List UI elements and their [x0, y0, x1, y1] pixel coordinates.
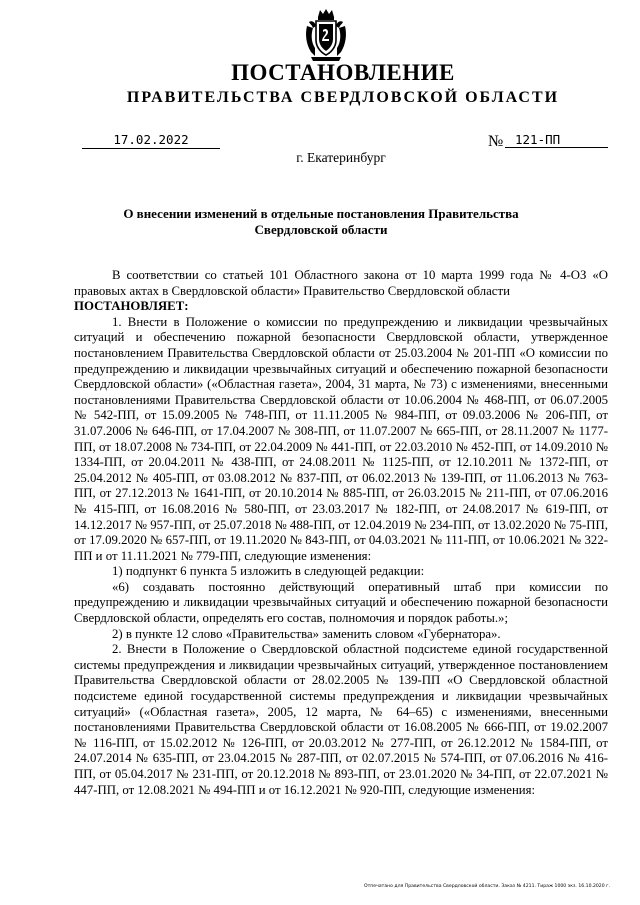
paragraph-2: 2. Внести в Положение о Свердловской областной подсистеме единой государственной системы предупреждения и ликвидации чрезвычайных ситуаций, утвержденное постановлением Правительства Свердловской области от 28.02.2005 № 139-ПП «О Свердловской областной подсистеме единой государственной системы предупреждения и ликвидации чрезвычайных ситуаций» («Областная газета», 2005, 12 марта, № 64–65) с изменениями, внесенными постановлениями Правительства Свердловской области от 16.08.2005 № 666-ПП, от 19.02.2007 № 116-ПП, от 15.02.2012 № 126-ПП, от 20.03.2012 № 277-ПП, от 26.12.2012 № 1584-ПП, от 24.07.2014 № 635-ПП, от 23.04.2015 № 287-ПП, от 02.07.2015 № 574-ПП, от 07.06.2016 № 416-ПП, от 05.04.2017 № 231-ПП, от 20.12.2018 № 893-ПП, от 23.01.2020 № 34-ПП, от 22.07.2021 № 447-ПП, от 12.08.2021 № 494-ПП и от 16.12.2021 № 920-ПП, следующие изменения:	[74, 642, 608, 797]
number-sign: №	[488, 133, 504, 150]
document-type-heading: ПОСТАНОВЛЕНИЕ	[231, 60, 455, 85]
document-date: 17.02.2022	[82, 132, 220, 149]
print-footer: Отпечатано для Правительства Свердловской области. Заказ № 4211. Тираж 1000 экз. 16.10.2020 г.	[364, 884, 610, 889]
paragraph-1-subitem-2: 2) в пункте 12 слово «Правительства» заменить словом «Губернатора».	[112, 626, 501, 641]
city-line: г. Екатеринбург	[296, 150, 386, 165]
paragraph-1-subitem-1: 1) подпункт 6 пункта 5 изложить в следующей редакции:	[112, 564, 425, 579]
paragraph-1-quote: «6) создавать постоянно действующий оперативный штаб при комиссии по предупреждению и ликвидации чрезвычайных ситуаций и обеспечению пожарной безопасности Свердловской области, определять его состав, полномочия и порядок работы.»;	[74, 579, 608, 626]
preamble-paragraph: В соответствии со статьей 101 Областного закона от 10 марта 1999 года № 4-ОЗ «О правовых актах в Свердловской области» Правительство Свердловской области	[74, 268, 608, 298]
document-body	[74, 268, 608, 798]
issuer-heading: ПРАВИТЕЛЬСТВА СВЕРДЛОВСКОЙ ОБЛАСТИ	[126, 89, 560, 106]
resolve-heading: ПОСТАНОВЛЯЕТ:	[74, 299, 189, 314]
coat-of-arms-icon	[303, 8, 349, 64]
document-title: О внесении изменений в отдельные постановления Правительства Свердловской области	[123, 206, 519, 237]
document-number: 121-ПП	[505, 132, 608, 148]
paragraph-1: 1. Внести в Положение о комиссии по предупреждению и ликвидации чрезвычайных ситуаций и обеспечению пожарной безопасности Свердловской области, утвержденное постановлением Правительства Свердловской области от 25.03.2004 № 201-ПП «О комиссии по предупреждению и ликвидации чрезвычайных ситуаций и обеспечению пожарной безопасности Свердловской области» («Областная газета», 2004, 31 марта, № 73) с изменениями, внесенными постановлениями Правительства Свердловской области от 10.06.2004 № 468-ПП, от 06.07.2005 № 542-ПП, от 15.09.2005 № 748-ПП, от 11.11.2005 № 984-ПП, от 09.03.2006 № 206-ПП, от 31.07.2006 № 646-ПП, от 17.04.2007 № 308-ПП, от 11.07.2007 № 665-ПП, от 28.11.2007 № 1177-ПП, от 18.07.2008 № 734-ПП, от 22.04.2009 № 441-ПП, от 22.03.2010 № 452-ПП, от 14.09.2010 № 1334-ПП, от 20.04.2011 № 438-ПП, от 24.08.2011 № 1125-ПП, от 12.10.2011 № 1372-ПП, от 25.04.2012 № 405-ПП, от 03.08.2012 № 837-ПП, от 06.02.2013 № 139-ПП, от 11.06.2013 № 763-ПП, от 27.12.2013 № 1641-ПП, от 20.10.2014 № 885-ПП, от 26.03.2015 № 211-ПП, от 07.06.2016 № 415-ПП, от 16.08.2016 № 580-ПП, от 23.03.2017 № 182-ПП, от 24.08.2017 № 619-ПП, от 14.12.2017 № 957-ПП, от 25.07.2018 № 488-ПП, от 12.04.2019 № 234-ПП, от 13.02.2020 № 75-ПП, от 17.09.2020 № 657-ПП, от 19.11.2020 № 843-ПП, от 04.03.2021 № 111-ПП, от 10.06.2021 № 322-ПП и от 11.11.2021 № 779-ПП, следующие изменения:	[74, 314, 608, 563]
